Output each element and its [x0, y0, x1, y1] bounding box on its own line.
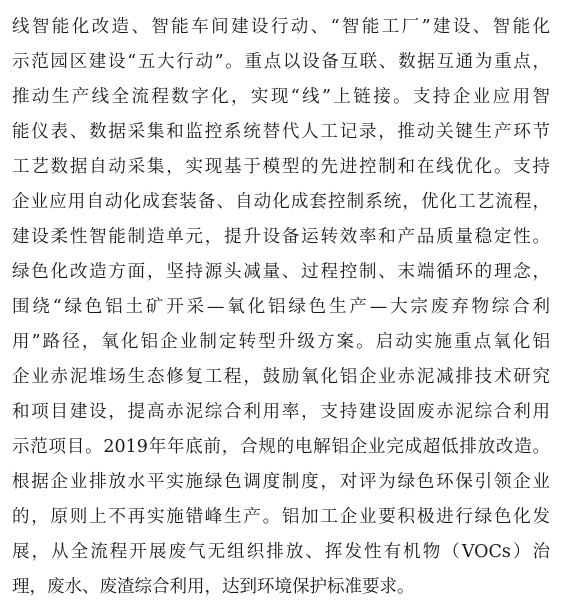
text-line: 用”路径，氧化铝企业制定转型升级方案。启动实施重点氧化铝 — [12, 332, 550, 352]
text-line: 企业赤泥堆场生态修复工程，鼓励氧化铝企业赤泥减排技术研究 — [12, 367, 550, 387]
text-line: 能仪表、数据采集和监控系统替代人工记录，推动关键生产环节 — [12, 122, 550, 142]
text-line: 线智能化改造、智能车间建设行动、“智能工厂”建设、智能化 — [12, 17, 550, 37]
text-line: 工艺数据自动采集，实现基于模型的先进控制和在线优化。支持 — [12, 157, 550, 177]
text-line: 围绕“绿色铝土矿开采—氧化铝绿色生产—大宗废弃物综合利 — [12, 297, 550, 317]
text-line-last: 理，废水、废渣综合利用，达到环境保护标准要求。 — [12, 577, 415, 597]
text-line: 建设柔性智能制造单元，提升设备运转效率和产品质量稳定性。 — [12, 227, 550, 247]
text-line: 示范项目。2019年年底前，合规的电解铝企业完成超低排放改造。 — [12, 437, 550, 457]
text-line: 展，从全流程开展废气无组织排放、挥发性有机物（VOCs）治 — [12, 542, 550, 562]
text-line: 示范园区建设“五大行动”。重点以设备互联、数据互通为重点， — [12, 52, 550, 72]
text-line: 企业应用自动化成套装备、自动化成套控制系统，优化工艺流程， — [12, 192, 550, 212]
text-line: 和项目建设，提高赤泥综合利用率，支持建设固废赤泥综合利用 — [12, 402, 550, 422]
text-line: 推动生产线全流程数字化，实现“线”上链接。支持企业应用智 — [12, 87, 550, 107]
text-line: 根据企业排放水平实施绿色调度制度，对评为绿色环保引领企业 — [12, 472, 550, 492]
text-line: 绿色化改造方面，坚持源头减量、过程控制、末端循环的理念， — [12, 262, 550, 282]
text-line: 的，原则上不再实施错峰生产。铝加工企业要积极进行绿色化发 — [12, 507, 550, 527]
